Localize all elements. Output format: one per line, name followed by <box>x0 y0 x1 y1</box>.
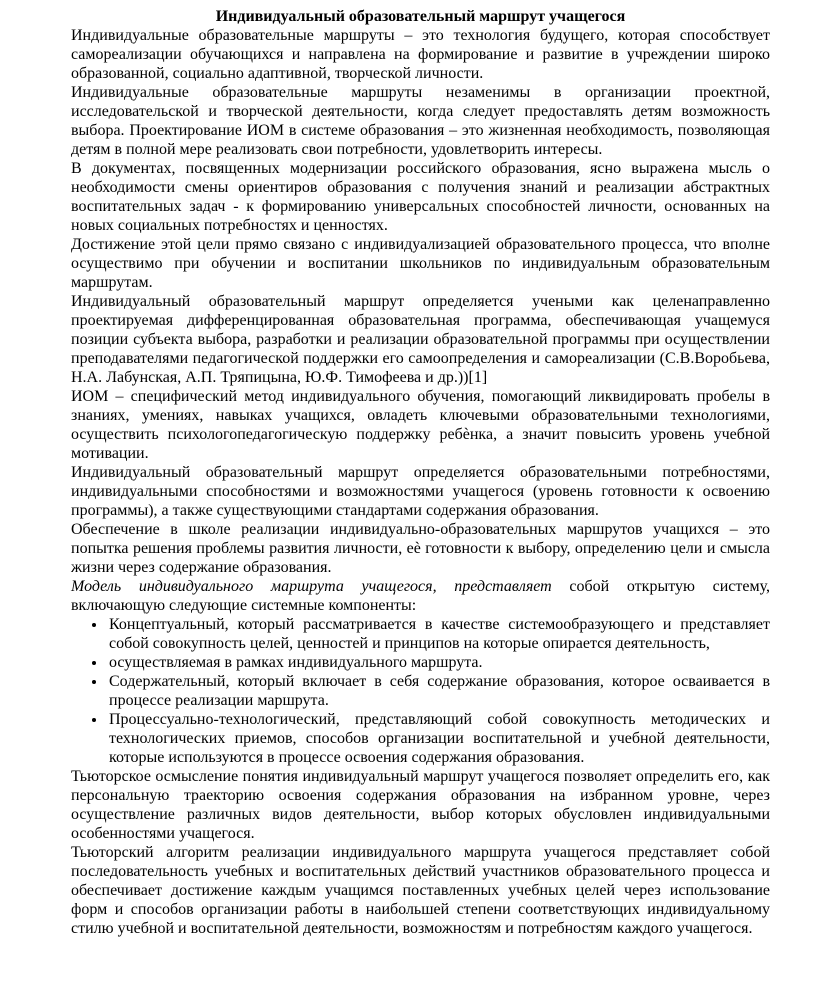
components-bullet-list <box>71 615 770 767</box>
paragraph-1: Индивидуальные образовательные маршруты – это технология будущего, которая способствует самореализации обучающихся и направлена на формирование и развитие в учреждении широко образованной, социально адаптивной, творческой личности. <box>71 27 770 82</box>
list-item-conceptual: • Концептуальный, который рассматривается в качестве системообразующего и представляет собой совокупность целей, ценностей и принципов на которые опирается деятельность, <box>107 615 770 653</box>
list-item-content: • Содержательный, который включает в себя содержание образования, которое осваивается в процессе реализации маршрута. <box>107 672 770 710</box>
paragraph-7: Индивидуальный образовательный маршрут определяется образовательными потребностями, индивидуальными способностями и возможностями учащегося (уровень готовности к освоению программы), а также существующими стандартами содержания образования. <box>71 464 770 519</box>
list-item-continuation: • осуществляемая в рамках индивидуального маршрута. <box>107 653 770 672</box>
paragraph-4: Достижение этой цели прямо связано с индивидуализацией образовательного процесса, что вполне осуществимо при обучении и воспитании школьников по индивидуальным образовательным маршрутам. <box>71 236 770 291</box>
paragraph-2: Индивидуальные образовательные маршруты незаменимы в организации проектной, исследовательской и творческой деятельности, когда следует предоставлять детям возможность выбора. Проектирование ИОМ в системе образования – это жизненная необходимость, позволяющая детям в полной мере реализовать свои потребности, удовлетворить интересы. <box>71 84 770 158</box>
model-paragraph-regular-text: собой открытую систему, включающую следующие системные компоненты: <box>71 578 770 614</box>
paragraph-3: В документах, посвященных модернизации российского образования, ясно выражена мысль о необходимости смены ориентиров образования с получения знаний и реализации абстрактных воспитательных задач - к формированию универсальных способностей личности, основанных на новых социальных потребностях и ценностях. <box>71 160 770 234</box>
list-item-process-technological: • Процессуально-технологический, представляющий собой совокупность методических и технологических приемов, способов организации воспитательной и учебной деятельности, которые используются в процессе освоения содержания образования. <box>107 710 770 767</box>
paragraph-6: ИОМ – специфический метод индивидуального обучения, помогающий ликвидировать пробелы в знаниях, умениях, навыках учащихся, овладеть ключевыми образовательными технологиями, осуществить психологопедагогическую поддержку ребѐнка, а значит повысить уровень учебной мотивации. <box>71 388 770 462</box>
paragraph-model <box>71 577 770 615</box>
model-paragraph-italic-text: Модель индивидуального маршрута учащегося, представляет <box>71 578 552 595</box>
paragraph-tutor-meaning: Тьюторское осмысление понятия индивидуальный маршрут учащегося позволяет определить его, как персональную траекторию освоения содержания образования на избранном уровне, через осуществление различных видов деятельности, выбор которых обусловлен индивидуальными особенностями учащегося. <box>71 768 770 842</box>
paragraph-tutor-algorithm: Тьюторский алгоритм реализации индивидуального маршрута учащегося представляет собой последовательность учебных и воспитательных действий участников образовательного процесса и обеспечивает достижение каждым учащимся поставленных учебных целей через использование форм и способов организации работы в наибольшей степени соответствующих индивидуальному стилю учебной и воспитательной деятельности, возможностям и потребностям каждого учащегося. <box>71 844 770 937</box>
paragraph-8: Обеспечение в школе реализации индивидуально-образовательных маршрутов учащихся – это попытка решения проблемы развития личности, еѐ готовности к выбору, определению цели и смысла жизни через содержание образования. <box>71 521 770 576</box>
paragraph-5: Индивидуальный образовательный маршрут определяется учеными как целенаправленно проектируемая дифференцированная образовательная программа, обеспечивающая учащемуся позиции субъекта выбора, разработки и реализации образовательной программы при осуществлении преподавателями педагогической поддержки его самоопределения и самореализации (С.В.Воробьева, Н.А. Лабунская, А.П. Тряпицына, Ю.Ф. Тимофеева и др.))[1] <box>71 293 770 386</box>
document-title: Индивидуальный образовательный маршрут учащегося <box>215 8 626 25</box>
